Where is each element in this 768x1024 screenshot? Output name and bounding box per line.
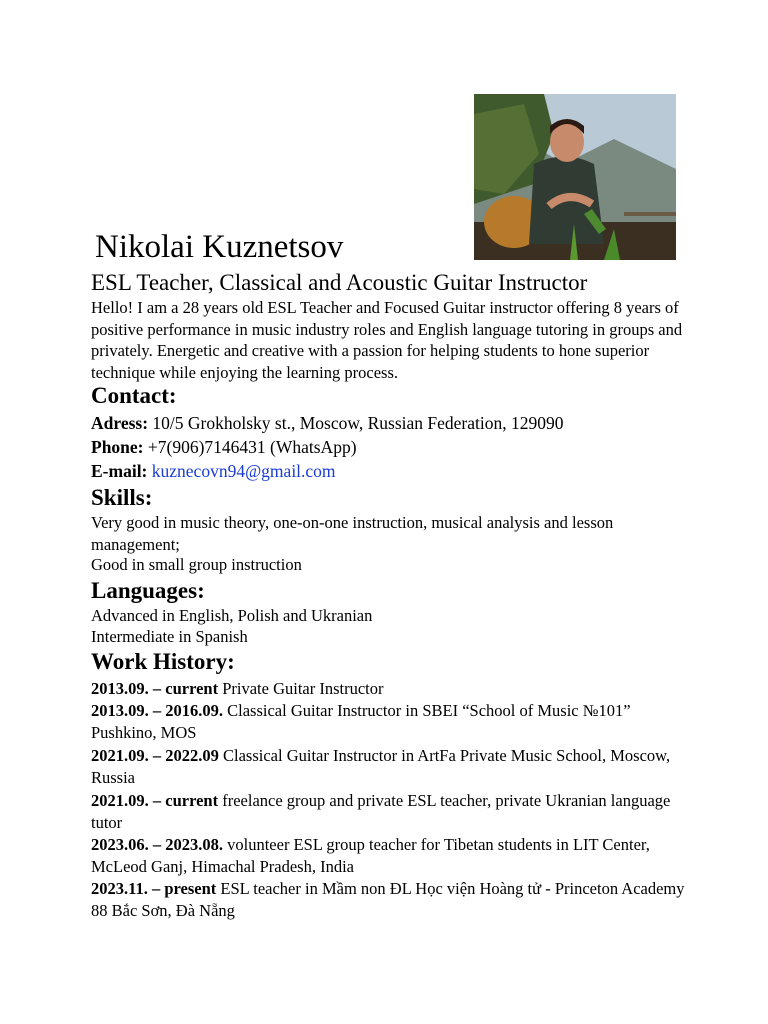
work-description: volunteer ESL group teacher for Tibetan students in LIT Center, McLeod Ganj, Himachal Pradesh, India: [91, 835, 650, 876]
languages-heading: Languages:: [91, 578, 205, 603]
candidate-name: Nikolai Kuznetsov: [95, 229, 344, 265]
email-link[interactable]: kuznecovn94@gmail.com: [151, 461, 336, 481]
email-label: E-mail:: [91, 461, 148, 481]
skills-line-1: Very good in music theory, one-on-one instruction, musical analysis and lesson management;: [91, 513, 614, 554]
profile-photo: [474, 94, 676, 260]
work-description: Classical Guitar Instructor in SBEI “School of Music №101” Pushkino, MOS: [91, 701, 631, 742]
work-description: Private Guitar Instructor: [222, 679, 384, 698]
contact-heading: Contact:: [91, 383, 177, 408]
contact-phone: [91, 436, 691, 458]
work-dates: 2013.09. – current: [91, 679, 219, 698]
skills-heading: Skills:: [91, 485, 153, 510]
phone-value: +7(906)7146431 (WhatsApp): [147, 437, 357, 457]
languages-line-1: Advanced in English, Polish and Ukranian: [91, 606, 373, 625]
languages-line-2: Intermediate in Spanish: [91, 627, 248, 646]
address-label: Adress:: [91, 413, 149, 433]
job-title: ESL Teacher, Classical and Acoustic Guitar Instructor: [91, 270, 588, 295]
work-item: [91, 745, 691, 789]
work-history-heading: Work History:: [91, 649, 235, 674]
work-dates: 2013.09. – 2016.09.: [91, 701, 223, 720]
work-item: [91, 878, 691, 922]
address-value: 10/5 Grokholsky st., Moscow, Russian Federation, 129090: [152, 413, 564, 433]
work-dates: 2023.11. – present: [91, 879, 217, 898]
work-item: [91, 678, 691, 700]
contact-email: [91, 460, 691, 482]
skills-line-2: Good in small group instruction: [91, 555, 302, 574]
intro-paragraph: Hello! I am a 28 years old ESL Teacher and Focused Guitar instructor offering 8 years of positive performance in music industry roles and English language tutoring in groups and privately. Energetic and creative with a passion for helping students to hone superior technique while enjoying the learning process.: [91, 298, 683, 382]
work-item: [91, 834, 691, 878]
work-dates: 2023.06. – 2023.08.: [91, 835, 223, 854]
work-dates: 2021.09. – 2022.09: [91, 746, 219, 765]
work-item: [91, 790, 691, 834]
work-item: [91, 700, 691, 744]
work-description: ESL teacher in Mầm non ĐL Học viện Hoàng tử - Princeton Academy 88 Bắc Sơn, Đà Nẵng: [91, 879, 685, 920]
work-description: Classical Guitar Instructor in ArtFa Private Music School, Moscow, Russia: [91, 746, 671, 787]
work-dates: 2021.09. – current: [91, 791, 219, 810]
phone-label: Phone:: [91, 437, 144, 457]
work-description: freelance group and private ESL teacher, private Ukranian language tutor: [91, 791, 671, 832]
contact-address: [91, 412, 691, 434]
